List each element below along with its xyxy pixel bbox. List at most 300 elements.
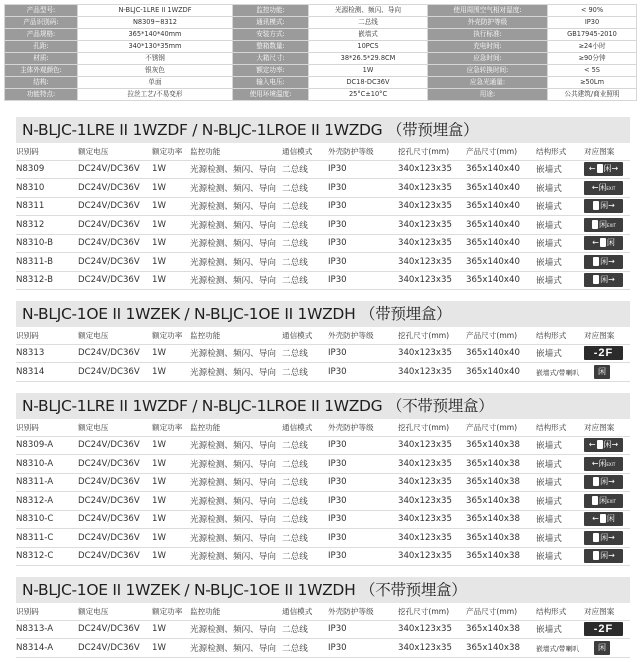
column-header: 挖孔尺寸(mm) [398,603,466,620]
cell-mount: 嵌墙式 [536,473,584,492]
spec-key: 使用周围空气相对湿度: [428,5,548,17]
column-header: 额定电压 [78,419,152,436]
arrow-right-icon: → [608,551,615,561]
cell-size: 365x140x40 [466,253,536,272]
cell-power: 1W [152,455,190,474]
exit-glyph: 闲 [600,551,609,561]
column-header: 额定电压 [78,143,152,160]
cell-sign [584,639,630,658]
arrow-right-icon: → [611,164,619,174]
table-row [16,510,630,529]
exit-direction-sign [584,512,623,526]
cell-ip: IP30 [328,510,398,529]
product-table [16,327,630,382]
product-table [16,419,630,566]
cell-mount: 嵌墙式 [536,436,584,455]
running-man-icon [593,551,599,560]
cell-comm: 二总线 [282,492,328,511]
spec-key: 应急时间: [428,53,548,65]
cell-ip: IP30 [328,547,398,566]
cell-voltage: DC24V/DC36V [78,253,152,272]
column-header: 额定电压 [78,327,152,344]
column-header: 额定电压 [78,603,152,620]
cell-size: 365x140x40 [466,179,536,198]
cell-hole: 340x123x35 [398,271,466,290]
table-row [16,344,630,363]
exit-direction-sign [584,199,623,213]
table-row [16,253,630,272]
spec-key: 充电时间: [428,41,548,53]
cell-comm: 二总线 [282,436,328,455]
exit-label: EXIT [607,498,616,504]
exit-glyph: 闲 [599,219,608,229]
cell-comm: 二总线 [282,455,328,474]
cell-voltage: DC24V/DC36V [78,436,152,455]
running-man-icon [592,220,598,229]
spec-value: 1W [309,65,428,77]
spec-key: 使用环境温度: [233,89,309,101]
cell-hole: 340x123x35 [398,492,466,511]
cell-comm: 二总线 [282,179,328,198]
cell-comm: 二总线 [282,344,328,363]
cell-monitor: 光源检测、频闪、导向 [190,160,282,179]
cell-size: 365x140x38 [466,547,536,566]
cell-mount: 嵌墙式 [536,547,584,566]
column-header: 识别码 [16,327,78,344]
cell-sign [584,436,630,455]
running-man-icon [597,440,603,449]
cell-sign [584,197,630,216]
cell-ip: IP30 [328,344,398,363]
cell-mount: 嵌墙式 [536,179,584,198]
spec-key: 大箱尺寸: [233,53,309,65]
cell-hole: 340x123x35 [398,216,466,235]
exit-sign: 闲 [594,641,610,655]
cell-comm: 二总线 [282,639,328,658]
cell-mount: 嵌墙式 [536,216,584,235]
cell-id: N8314-A [16,639,78,658]
spec-key: 额定功率: [233,65,309,77]
cell-comm: 二总线 [282,197,328,216]
exit-glyph: 闲 [600,477,609,487]
spec-key: 应急转换时间: [428,65,548,77]
cell-hole: 340x123x35 [398,179,466,198]
exit-sign: 闲 [594,365,610,379]
cell-ip: IP30 [328,253,398,272]
column-header: 额定功率 [152,419,190,436]
floor-sign: -2F [584,346,623,360]
spec-row [5,89,637,101]
cell-hole: 340x123x35 [398,455,466,474]
cell-size: 365x140x40 [466,160,536,179]
table-row [16,473,630,492]
spec-value: GB17945-2010 [548,29,637,41]
cell-id: N8311-B [16,253,78,272]
cell-power: 1W [152,344,190,363]
exit-direction-sign [584,273,623,287]
cell-sign [584,620,630,639]
cell-voltage: DC24V/DC36V [78,344,152,363]
cell-voltage: DC24V/DC36V [78,160,152,179]
spec-value: DC18-DC36V [309,77,428,89]
cell-voltage: DC24V/DC36V [78,492,152,511]
table-header-row [16,603,630,620]
column-header: 结构形式 [536,327,584,344]
cell-id: N8312-C [16,547,78,566]
cell-mount: 嵌墙式 [536,271,584,290]
cell-comm: 二总线 [282,529,328,548]
table-row [16,529,630,548]
spec-value: 25°C±10°C [309,89,428,101]
cell-hole: 340x123x35 [398,529,466,548]
spec-key: 产品规格: [5,29,78,41]
spec-value: ≥24小时 [548,41,637,53]
cell-size: 365x140x40 [466,234,536,253]
cell-id: N8309-A [16,436,78,455]
exit-glyph: 闲 [603,440,612,450]
column-header: 监控功能 [190,603,282,620]
exit-direction-sign [584,218,623,232]
section-title: N-BLJC-1LRE II 1WZDF / N-BLJC-1LROE II 1WZDG （带预埋盒） [16,117,630,143]
column-header: 产品尺寸(mm) [466,603,536,620]
column-header: 对应图案 [584,603,630,620]
exit-label: EXIT [606,461,616,467]
cell-comm: 二总线 [282,547,328,566]
cell-monitor: 光源检测、频闪、导向 [190,179,282,198]
cell-hole: 340x123x35 [398,234,466,253]
cell-power: 1W [152,529,190,548]
cell-power: 1W [152,436,190,455]
table-row [16,271,630,290]
cell-monitor: 光源检测、频闪、导向 [190,216,282,235]
cell-size: 365x140x38 [466,620,536,639]
cell-size: 365x140x38 [466,639,536,658]
cell-ip: IP30 [328,160,398,179]
column-header: 通信模式 [282,327,328,344]
cell-id: N8312-B [16,271,78,290]
cell-id: N8310-A [16,455,78,474]
cell-mount: 嵌墙式 [536,234,584,253]
exit-glyph: 闲 [598,182,607,192]
column-header: 额定功率 [152,603,190,620]
cell-mount: 嵌墙式/带喇叭 [536,639,584,658]
exit-direction-sign [584,549,623,563]
cell-power: 1W [152,547,190,566]
spec-value: 不锈钢 [78,53,233,65]
cell-power: 1W [152,620,190,639]
running-man-icon [592,496,598,505]
cell-sign [584,455,630,474]
cell-mount: 嵌墙式 [536,344,584,363]
cell-id: N8312 [16,216,78,235]
running-man-icon [597,164,603,173]
exit-direction-sign [584,162,623,176]
cell-size: 365x140x40 [466,216,536,235]
cell-size: 365x140x38 [466,473,536,492]
cell-mount: 嵌墙式 [536,455,584,474]
exit-direction-sign [584,457,623,471]
spec-value: 拉丝工艺/不易变形 [78,89,233,101]
column-header: 结构形式 [536,603,584,620]
arrow-right-icon: → [608,275,615,285]
cell-sign [584,271,630,290]
arrow-left-icon: ← [591,182,599,192]
spec-key: 安装方式: [233,29,309,41]
cell-monitor: 光源检测、频闪、导向 [190,492,282,511]
cell-size: 365x140x40 [466,271,536,290]
cell-sign [584,510,630,529]
spec-value: 365*140*40mm [78,29,233,41]
arrow-right-icon: → [611,440,619,450]
cell-sign [584,547,630,566]
running-man-icon [593,257,599,266]
cell-voltage: DC24V/DC36V [78,271,152,290]
section-title: N-BLJC-1LRE II 1WZDF / N-BLJC-1LROE II 1WZDG （不带预埋盒） [16,393,630,419]
cell-voltage: DC24V/DC36V [78,216,152,235]
column-header: 挖孔尺寸(mm) [398,327,466,344]
cell-voltage: DC24V/DC36V [78,473,152,492]
table-row [16,492,630,511]
column-header: 通信模式 [282,143,328,160]
running-man-icon [600,514,606,523]
cell-sign [584,344,630,363]
exit-glyph: 闲 [606,238,615,248]
cell-id: N8309 [16,160,78,179]
table-row [16,639,630,658]
cell-mount: 嵌墙式 [536,160,584,179]
cell-comm: 二总线 [282,253,328,272]
column-header: 通信模式 [282,603,328,620]
column-header: 外壳防护等级 [328,327,398,344]
spec-key: 结构: [5,77,78,89]
spec-row [5,65,637,77]
column-header: 外壳防护等级 [328,603,398,620]
arrow-left-icon: ← [588,440,596,450]
cell-hole: 340x123x35 [398,547,466,566]
table-header-row [16,327,630,344]
cell-power: 1W [152,253,190,272]
cell-sign [584,160,630,179]
column-header: 识别码 [16,419,78,436]
product-section [16,117,630,290]
column-header: 结构形式 [536,419,584,436]
cell-comm: 二总线 [282,271,328,290]
cell-comm: 二总线 [282,160,328,179]
table-row [16,547,630,566]
spec-value: 单面 [78,77,233,89]
spec-value: 光源检测、频闪、导向 [309,5,428,17]
exit-glyph: 闲 [600,275,609,285]
column-header: 识别码 [16,143,78,160]
cell-monitor: 光源检测、频闪、导向 [190,344,282,363]
table-row [16,363,630,382]
cell-mount: 嵌墙式 [536,620,584,639]
spec-key: 整箱数量: [233,41,309,53]
table-header-row [16,419,630,436]
exit-direction-sign [584,236,623,250]
cell-size: 365x140x40 [466,197,536,216]
cell-id: N8311-C [16,529,78,548]
exit-glyph: 闲 [598,458,607,468]
running-man-icon [593,275,599,284]
cell-voltage: DC24V/DC36V [78,510,152,529]
cell-monitor: 光源检测、频闪、导向 [190,620,282,639]
column-header: 对应图案 [584,327,630,344]
cell-voltage: DC24V/DC36V [78,639,152,658]
spec-table [4,4,637,101]
cell-power: 1W [152,234,190,253]
cell-id: N8314 [16,363,78,382]
arrow-left-icon: ← [592,514,599,524]
cell-hole: 340x123x35 [398,510,466,529]
column-header: 通信模式 [282,419,328,436]
spec-key: 通讯模式: [233,17,309,29]
cell-ip: IP30 [328,271,398,290]
exit-glyph: 闲 [606,514,615,524]
cell-id: N8310-C [16,510,78,529]
arrow-left-icon: ← [588,164,596,174]
exit-direction-sign [584,181,623,195]
cell-voltage: DC24V/DC36V [78,197,152,216]
cell-ip: IP30 [328,234,398,253]
cell-comm: 二总线 [282,234,328,253]
exit-direction-sign [584,494,623,508]
exit-glyph: 闲 [600,532,609,542]
section-title: N-BLJC-1OE II 1WZEK / N-BLJC-1OE II 1WZDH （带预埋盒） [16,301,630,327]
cell-hole: 340x123x35 [398,344,466,363]
cell-id: N8313-A [16,620,78,639]
exit-direction-sign [584,255,623,269]
spec-key: 功能特点: [5,89,78,101]
column-header: 额定功率 [152,327,190,344]
cell-hole: 340x123x35 [398,436,466,455]
cell-comm: 二总线 [282,473,328,492]
cell-mount: 嵌墙式 [536,529,584,548]
column-header: 额定功率 [152,143,190,160]
column-header: 对应图案 [584,143,630,160]
spec-row [5,77,637,89]
spec-row [5,53,637,65]
spec-key: 用途: [428,89,548,101]
cell-monitor: 光源检测、频闪、导向 [190,436,282,455]
column-header: 挖孔尺寸(mm) [398,143,466,160]
spec-value: 340*130*35mm [78,41,233,53]
cell-size: 365x140x38 [466,510,536,529]
column-header: 监控功能 [190,143,282,160]
cell-monitor: 光源检测、频闪、导向 [190,253,282,272]
arrow-right-icon: → [608,256,615,266]
cell-monitor: 光源检测、频闪、导向 [190,639,282,658]
cell-mount: 嵌墙式 [536,197,584,216]
cell-hole: 340x123x35 [398,473,466,492]
cell-size: 365x140x38 [466,455,536,474]
cell-hole: 340x123x35 [398,620,466,639]
column-header: 监控功能 [190,419,282,436]
cell-power: 1W [152,179,190,198]
column-header: 外壳防护等级 [328,419,398,436]
cell-power: 1W [152,639,190,658]
spec-value: N-BLJC-1LRE II 1WZDF [78,5,233,17]
cell-voltage: DC24V/DC36V [78,234,152,253]
cell-power: 1W [152,363,190,382]
spec-value: 38*26.5*29.8CM [309,53,428,65]
cell-voltage: DC24V/DC36V [78,620,152,639]
cell-sign [584,492,630,511]
column-header: 产品尺寸(mm) [466,327,536,344]
cell-mount: 嵌墙式 [536,492,584,511]
cell-monitor: 光源检测、频闪、导向 [190,234,282,253]
cell-ip: IP30 [328,492,398,511]
cell-power: 1W [152,492,190,511]
exit-glyph: 闲 [600,201,609,211]
cell-hole: 340x123x35 [398,197,466,216]
arrow-right-icon: → [608,201,615,211]
product-table [16,603,630,658]
spec-value: 10PCS [309,41,428,53]
exit-label: EXIT [607,222,616,228]
spec-key: 执行标准: [428,29,548,41]
cell-sign [584,363,630,382]
table-row [16,160,630,179]
cell-id: N8311 [16,197,78,216]
exit-direction-sign [584,438,623,452]
cell-sign [584,179,630,198]
cell-sign [584,473,630,492]
cell-monitor: 光源检测、频闪、导向 [190,455,282,474]
column-header: 对应图案 [584,419,630,436]
spec-value: N8309~8312 [78,17,233,29]
cell-ip: IP30 [328,620,398,639]
cell-ip: IP30 [328,473,398,492]
spec-key: 材质: [5,53,78,65]
cell-power: 1W [152,510,190,529]
exit-glyph: 闲 [603,164,612,174]
cell-hole: 340x123x35 [398,253,466,272]
product-section [16,393,630,566]
cell-ip: IP30 [328,639,398,658]
column-header: 挖孔尺寸(mm) [398,419,466,436]
exit-glyph: 闲 [600,256,609,266]
cell-sign [584,234,630,253]
table-header-row [16,143,630,160]
product-table [16,143,630,290]
spec-row [5,41,637,53]
cell-voltage: DC24V/DC36V [78,529,152,548]
cell-power: 1W [152,160,190,179]
column-header: 监控功能 [190,327,282,344]
cell-power: 1W [152,216,190,235]
cell-mount: 嵌墙式 [536,253,584,272]
product-section [16,301,630,382]
spec-key: 主体外观颜色: [5,65,78,77]
cell-power: 1W [152,473,190,492]
table-row [16,455,630,474]
arrow-right-icon: → [608,532,615,542]
cell-id: N8310 [16,179,78,198]
spec-key: 产品识别码: [5,17,78,29]
cell-comm: 二总线 [282,216,328,235]
spec-key: 孔距: [5,41,78,53]
spec-value: 银灰色 [78,65,233,77]
cell-monitor: 光源检测、频闪、导向 [190,510,282,529]
cell-sign [584,253,630,272]
cell-size: 365x140x38 [466,492,536,511]
cell-ip: IP30 [328,179,398,198]
column-header: 产品尺寸(mm) [466,419,536,436]
cell-hole: 340x123x35 [398,160,466,179]
spec-key: 外壳防护等级 [428,17,548,29]
cell-voltage: DC24V/DC36V [78,547,152,566]
